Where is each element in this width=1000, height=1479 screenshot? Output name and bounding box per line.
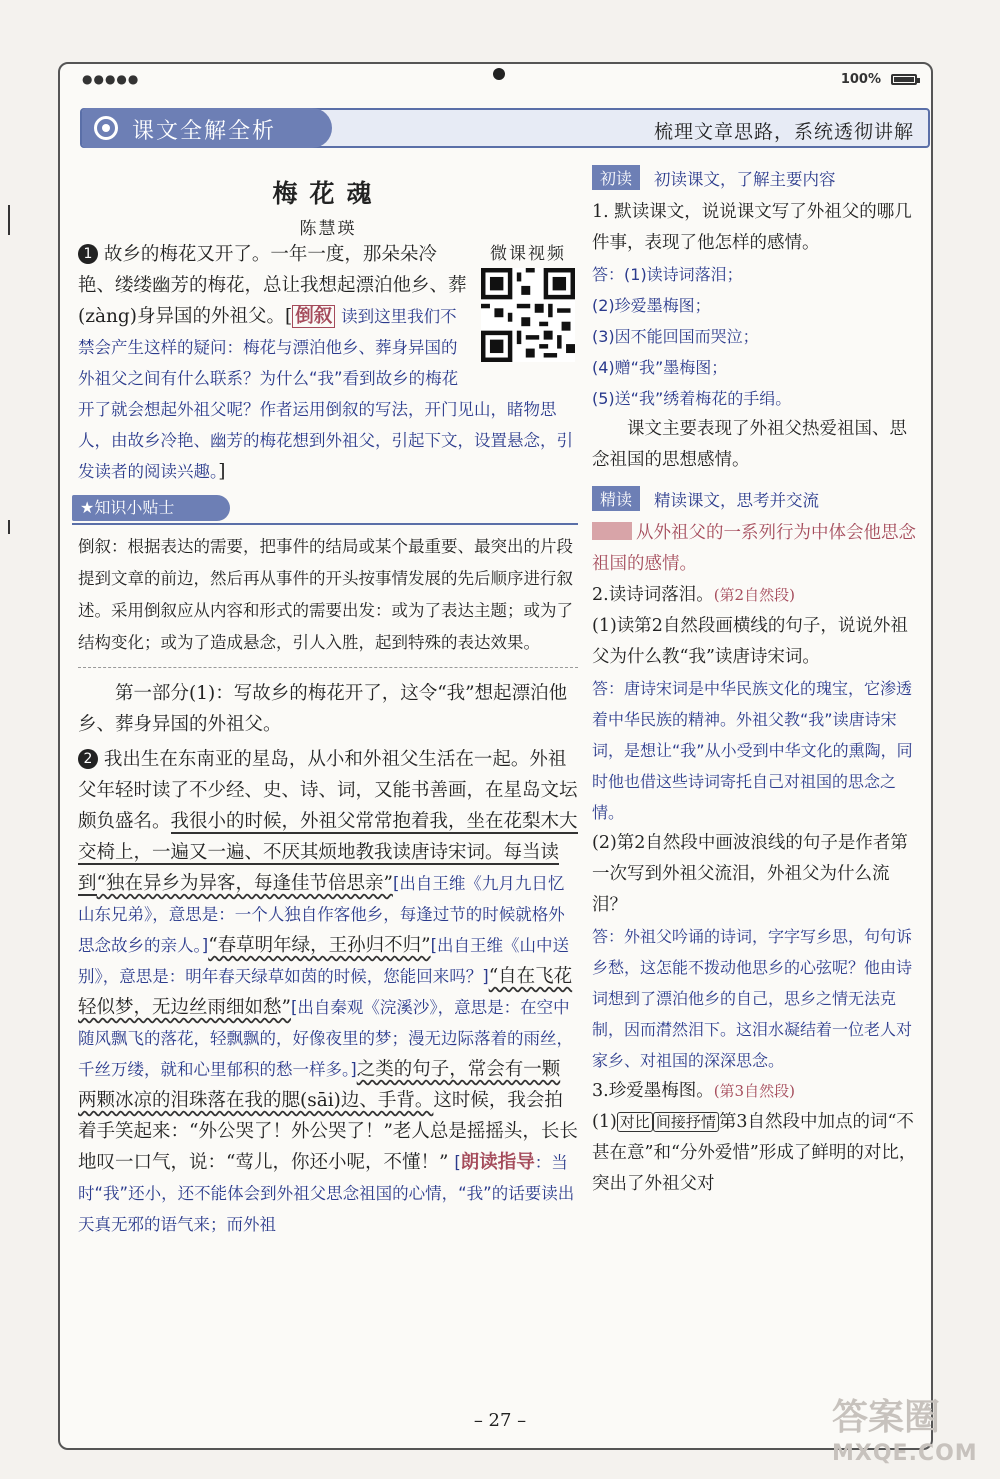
answer-item: (2)珍爱墨梅图； (592, 296, 711, 315)
contrast-tag: 对比 (617, 1112, 653, 1132)
status-bar (60, 64, 931, 96)
tip-text: 倒叙：根据表达的需要，把事件的结局或某个最重要、最突出的片段提到文章的前边，然后再从事件的开头按事情发展的先后顺序进行叙述。采用倒叙应从内容和形式的需要出发：或为了表达主题；或为了结构变化；或为了造成悬念，引人入胜，起到特殊的表达效果。 (78, 531, 578, 668)
header-tab (82, 108, 332, 148)
wavy-sentence: “独在异乡为异客，每逢佳节倍思亲” (96, 873, 393, 894)
paragraph-1-note: 读到这里我们不禁会产生这样的疑问：梅花与漂泊他乡、葬身异国的外祖父之间有什么联系？为什么“我”看到故乡的梅花开了就会想起外祖父呢？作者运用倒叙的写法，开门见山，睹物思人，由故乡冷艳、幽芳的梅花想到外祖父，引起下文，设置悬念，引发读者的阅读兴趣。 (78, 307, 573, 481)
question-2-title (592, 580, 922, 611)
qr-code-icon[interactable] (481, 268, 575, 362)
q3-title: 3.珍爱墨梅图。 (592, 1081, 714, 1101)
answer-item: (5)送“我”绣着梅花的手绢。 (592, 389, 792, 408)
watermark-logo (832, 1397, 982, 1470)
scan-mark (8, 205, 10, 235)
q2-paragraph-ref: (第2自然段) (713, 586, 795, 604)
answer-summary: 课文主要表现了外祖父热爱祖国、思念祖国的思想感情。 (592, 419, 907, 470)
section-first-read (592, 165, 922, 191)
underlined-sentence: 我很小的时候，外祖父常常抱着我，坐在花梨木大交椅上，一遍又一遍、不厌其烦地教我读唐诗宋词。 (78, 811, 578, 863)
answer-1 (592, 259, 922, 414)
answer-item: (1)读诗词落泪； (624, 265, 743, 284)
answer-2-1: 答：唐诗宋词是中华民族文化的瑰宝，它渗透着中华民族的精神。外祖父教“我”读唐诗宋词，是想让“我”从小受到中华文化的熏陶，同时他也借这些诗词寄托自己对祖国的思念之情。 (592, 679, 913, 822)
section-close-read (592, 486, 922, 512)
header-subtitle: 梳理文章思路，系统透彻讲解 (653, 121, 914, 143)
q3-paragraph-ref: (第3自然段) (713, 1082, 795, 1100)
poem-note: [出自王维《九月九日忆山东兄弟》，意思是：一个人独自作客他乡，每逢过节的时候就格外思念故乡的亲人。] (78, 874, 565, 955)
answer-item: (4)赠“我”墨梅图； (592, 358, 728, 377)
answer-2-2: 答：外祖父吟诵的诗词，字字写乡思，句句诉乡愁，这怎能不拨动他思乡的心弦呢？他由诗词想到了漂泊他乡的自己，思乡之情无法克制，因而潸然泪下。这泪水凝结着一位老人对家乡、对祖国的深深思念。 (592, 927, 913, 1070)
question-3-1: (1) 对比 间接抒情 第3自然段中加点的词“不甚在意”和“分外爱惜”形成了鲜明的对比，突出了外祖父对 (592, 1112, 917, 1194)
article-column (78, 168, 578, 1240)
answer-label: 答： (592, 265, 625, 284)
analysis-column (592, 165, 922, 1200)
reading-guide-note: ：当时“我”还小，还不能体会到外祖父思念祖国的心情，“我”的话要读出天真无邪的语气来；而外祖 (78, 1153, 575, 1234)
answer-item: (3)因不能回国而哭泣； (592, 327, 759, 346)
tip-label: ★知识小贴士 (72, 495, 230, 521)
battery-icon (891, 74, 917, 85)
poem-note: [出自秦观《浣溪沙》，意思是：在空中随风飘飞的落花，轻飘飘的，好像夜里的梦；漫无边际落着的雨丝，千丝万缕，就和心里郁积的愁一样多。] (78, 998, 573, 1079)
header-title: 课文全解全析 (132, 119, 277, 144)
question-3-title (592, 1076, 922, 1107)
section-text: 初读课文，了解主要内容 (654, 170, 836, 189)
q2-title: 2.读诗词落泪。 (592, 585, 714, 605)
paragraph-2: 2 我出生在东南亚的星岛，从小和外祖父生活在一起。外祖父年轻时读了不少经、史、诗、词，又能书善画，在星岛文坛颇负盛名。我很小的时候，外祖父常常抱着我，坐在花梨木大交椅上，一遍又一遍、不厌其烦地教我读唐诗宋词。每当读到“独在异乡为异客，每逢佳节倍思亲”[出自王维《九月九日忆山东兄弟》，意思是：一个人独自作客他乡，每逢过节的时候就格外思念故乡的亲人。]“春草明年绿，王孙归不归”[出自王维《山中送别》，意思是：明年春天绿草如茵的时候，您能回来吗？]“自在飞花轻似梦，无边丝雨细如愁”[出自秦观《浣溪沙》，意思是：在空中随风飘飞的落花，轻飘飘的，好像夜里的梦；漫无边际落着的雨丝，千丝万缕，就和心里郁积的愁一样多。]之类的句子，常会有一颗两颗冰凉的泪珠落在我的腮(sāi)边、手背。这时候，我会拍着手笑起来：“外公哭了！外公哭了！”老人总是摇摇头，长长地叹一口气，说：“莺儿，你还小呢，不懂！” [朗读指导：当时“我”还小，还不能体会到外祖父思念祖国的心情，“我”的话要读出天真无邪的语气来；而外祖 (78, 749, 578, 1234)
page-number: – 27 – (473, 1410, 527, 1431)
scan-mark (8, 520, 10, 534)
wavy-sentence: “春草明年绿，王孙归不归” (208, 935, 431, 956)
paragraph-1-text: 故乡的梅花又开了。一年一度，那朵朵冷艳、缕缕幽芳的梅花，总让我想起漂泊他乡、葬(zàng)身异国的外祖父。 (78, 244, 467, 327)
section-text: 精读课文，思考并交流 (654, 491, 819, 510)
question-2-1: (1)读第2自然段画横线的句子，说说外祖父为什么教“我”读唐诗宋词。 (592, 616, 908, 667)
note-tag: 倒叙 (292, 305, 335, 328)
reading-guide-tag: 朗读指导 (460, 1152, 535, 1173)
section-header (80, 108, 930, 148)
camera-icon (493, 68, 505, 80)
paragraph-number: 1 (78, 244, 98, 264)
qr-box[interactable] (478, 239, 578, 366)
paragraph-2-text: 我出生在东南亚的星岛，从小和外祖父生活在一起。外祖父年轻时读了不少经、史、诗、词，又能书善画，在星岛文坛颇负盛名。 (78, 749, 578, 832)
paragraph-2-text: 每当读到 (78, 842, 560, 894)
battery-text: 100% (840, 72, 881, 87)
target-icon (94, 116, 118, 140)
goal-text: 从外祖父的一系列行为中体会他思念祖国的感情。 (592, 523, 916, 574)
wavy-sentence: “自在飞花轻似梦，无边丝雨细如愁” (78, 966, 573, 1018)
paragraph-number: 2 (78, 749, 98, 769)
paragraph-1: 1 故乡的梅花又开了。一年一度，那朵朵冷艳、缕缕幽芳的梅花，总让我想起漂泊他乡、葬(zàng)身异国的外祖父。[ 倒叙 读到这里我们不禁会产生这样的疑问：梅花与漂泊他乡、葬身异国的外祖父之间有什么联系？为什么“我”看到故乡的梅花开了就会想起外祖父呢？作者运用倒叙的写法，开门见山，睹物思人，由故乡冷艳、幽芳的梅花想到外祖父，引起下文，设置悬念，引发读者的阅读兴趣。] (78, 244, 573, 482)
watermark-text: 答案圈 (832, 1397, 941, 1438)
wavy-sentence: 之类的句子，常会有一颗两颗冰凉的泪珠落在我的腮(sāi)边、手背。 (78, 1059, 561, 1111)
tip-bar (72, 495, 578, 525)
section-tag: 初读 (592, 165, 640, 190)
signal-icon: ●●●●● (82, 72, 140, 86)
question-1: 1. 默读课文，说说课文写了外祖父的哪几件事，表现了他怎样的感情。 (592, 202, 912, 253)
section-tag: 精读 (592, 486, 640, 511)
watermark-url: MXQE.COM (832, 1441, 978, 1466)
qr-label: 微课视频 (490, 244, 566, 264)
part-1-summary: 第一部分(1)：写故乡的梅花开了，这令“我”想起漂泊他乡、葬身异国的外祖父。 (78, 683, 568, 735)
article-title: 梅花魂 (272, 179, 384, 208)
article-author: 陈慧瑛 (299, 219, 357, 239)
q3-text: 第3自然段中加点的词“不甚在意”和“分外爱惜”形成了鲜明的对比，突出了外祖父对 (592, 1112, 917, 1194)
learning-goal (592, 518, 922, 580)
goal-marker (592, 522, 632, 540)
indirect-lyric-tag: 间接抒情 (653, 1112, 719, 1132)
question-2-2: (2)第2自然段中画波浪线的句子是作者第一次写到外祖父流泪，外祖父为什么流泪？ (592, 833, 908, 915)
poem-note: [出自王维《山中送别》，意思是：明年春天绿草如茵的时候，您能回来吗？] (78, 936, 570, 986)
paragraph-2-text: 这时候，我会拍着手笑起来：“外公哭了！外公哭了！”老人总是摇摇头，长长地叹一口气，说：“莺儿，你还小呢，不懂！” (78, 1090, 578, 1173)
